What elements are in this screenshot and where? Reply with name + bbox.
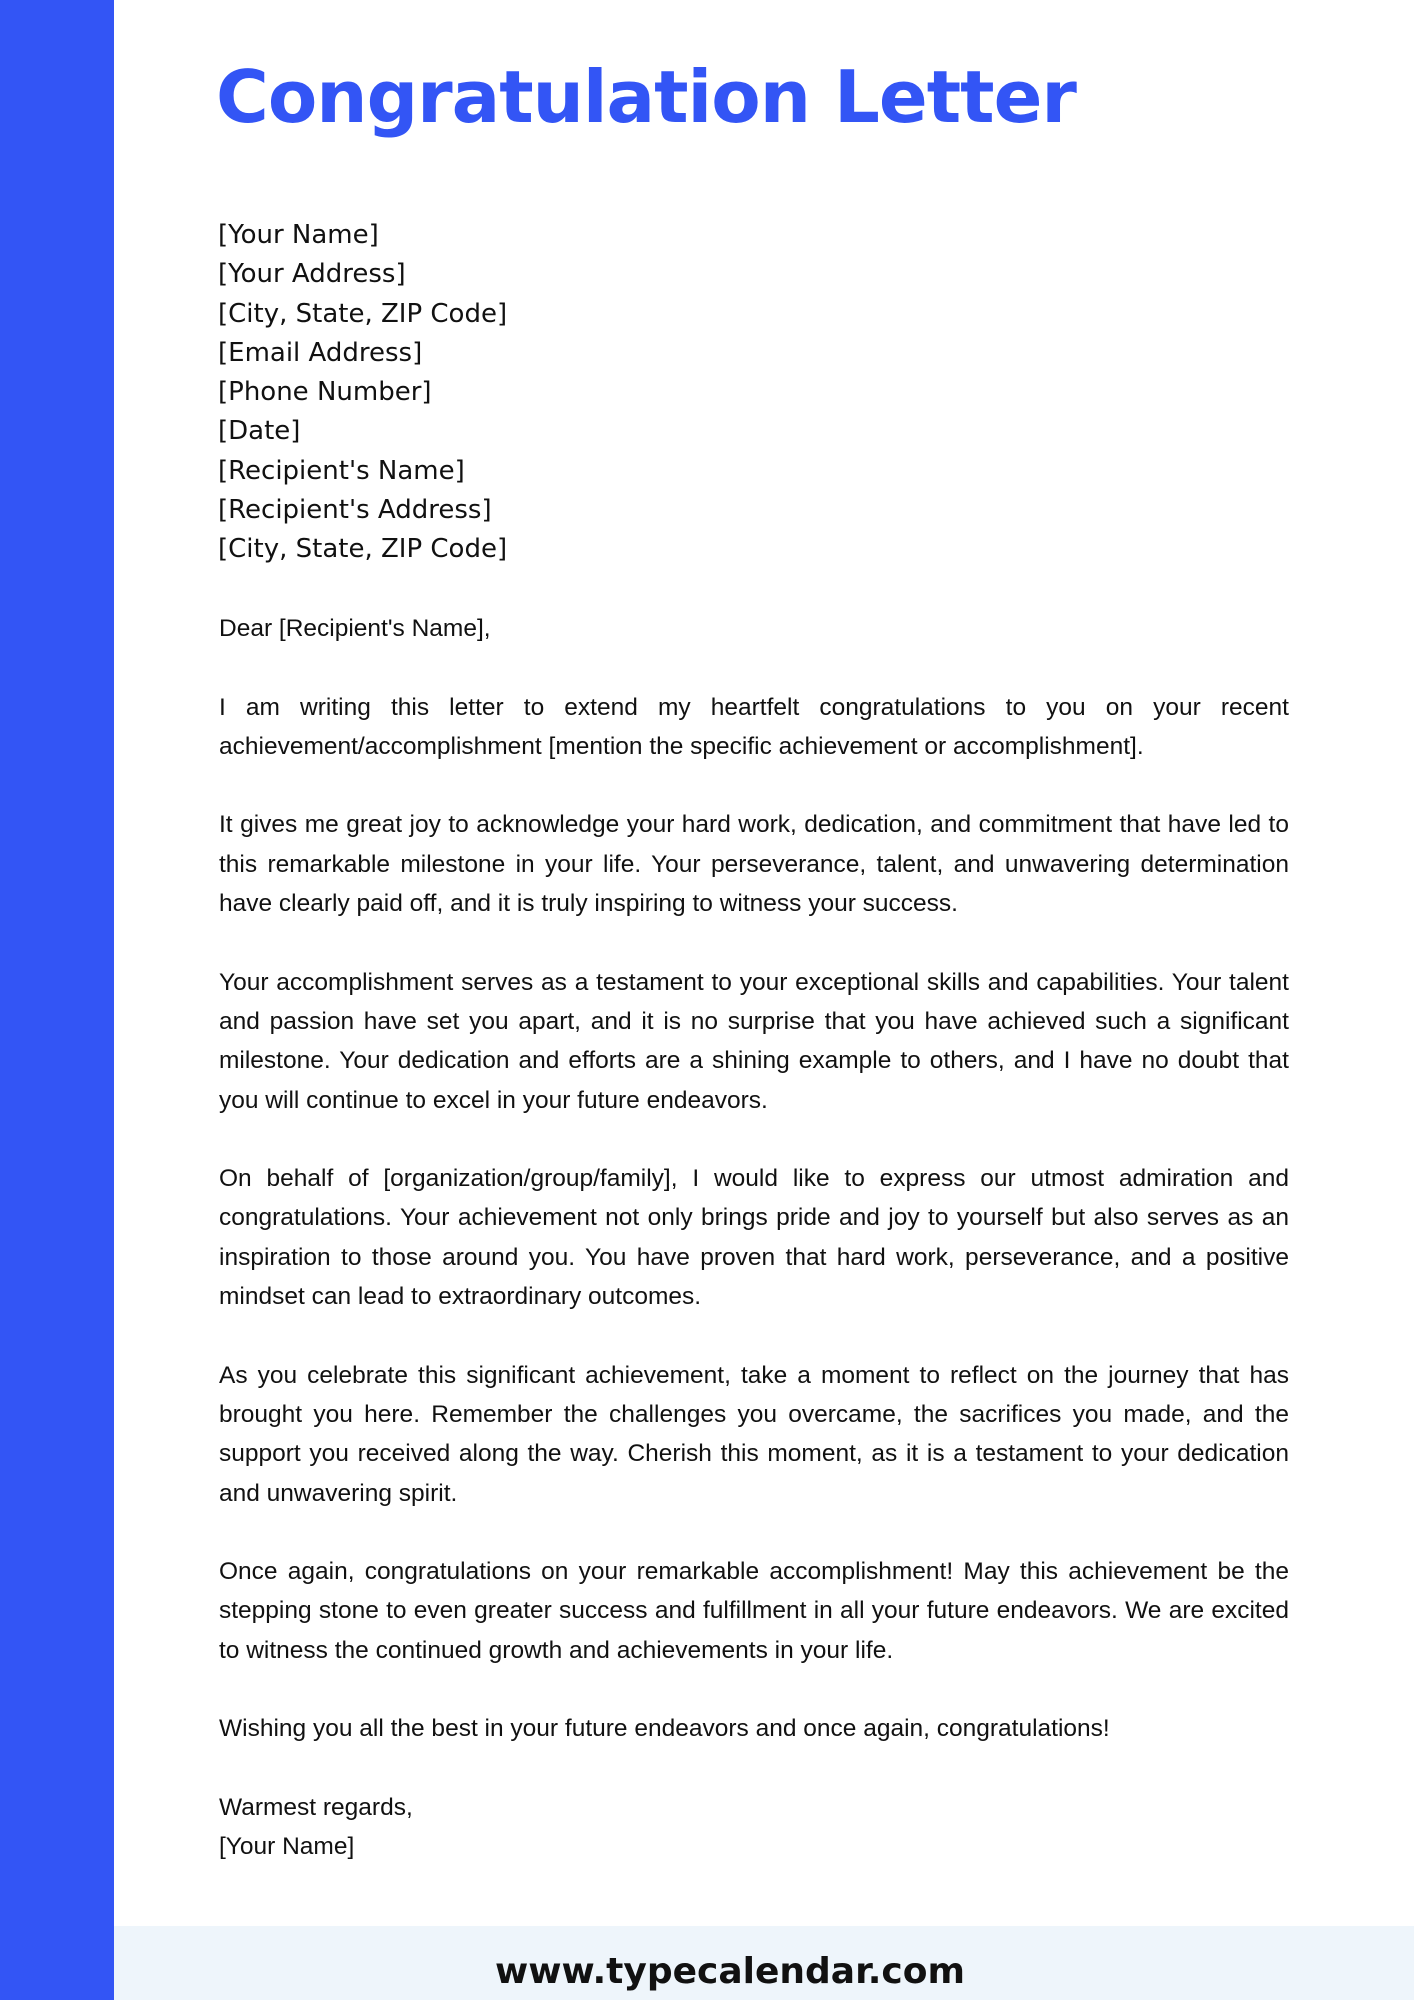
letter-date: [Date] bbox=[218, 416, 301, 447]
signature: [Your Name] bbox=[219, 1833, 355, 1861]
paragraph-acknowledgement: It gives me great joy to acknowledge your hard work, dedication, and commitment that have led to this remarkable milestone in your life. Your perseverance, talent, and unwavering determination have clearly paid off, and it is truly inspiring to witness your success. bbox=[219, 811, 1289, 918]
recipient-name: [Recipient's Name] bbox=[218, 455, 465, 486]
paragraph-reflection: As you celebrate this significant achievement, take a moment to reflect on the journey that has brought you here. Remember the challenges you overcame, the sacrifices you made, and the support you received along the way. Cherish this moment, as it is a testament to your dedication and unwavering spirit. bbox=[219, 1361, 1289, 1507]
paragraph-testament: Your accomplishment serves as a testament to your exceptional skills and capabilities. Your talent and passion have set you apart, and it is no surprise that you have achieved such a significant milestone. Your dedication and efforts are a shining example to others, and I have no doubt that you will continue to excel in your future endeavors. bbox=[219, 968, 1289, 1114]
footer-url: www.typecalendar.com bbox=[495, 1951, 965, 1992]
salutation: Dear [Recipient's Name], bbox=[219, 615, 491, 642]
closing: Warmest regards, bbox=[219, 1793, 413, 1821]
recipient-city-state-zip: [City, State, ZIP Code] bbox=[218, 534, 508, 565]
accent-side-bar bbox=[0, 0, 114, 2000]
sender-phone: [Phone Number] bbox=[218, 377, 432, 408]
sender-address: [Your Address] bbox=[218, 259, 406, 290]
paragraph-on-behalf: On behalf of [organization/group/family], I would like to express our utmost admiration and congratulations. Your achievement not only brings pride and joy to yourself but also serves as an inspiration to those around you. You have proven that hard work, perseverance, and a positive mindset can lead to extraordinary outcomes. bbox=[219, 1165, 1289, 1311]
address-block bbox=[218, 216, 507, 570]
sender-email: [Email Address] bbox=[218, 337, 423, 368]
paragraph-wishes: Wishing you all the best in your future endeavors and once again, congratulations! bbox=[219, 1715, 1110, 1743]
letter-body bbox=[219, 609, 1289, 1867]
page-title: Congratulation Letter bbox=[216, 55, 1076, 139]
recipient-address: [Recipient's Address] bbox=[218, 495, 492, 526]
paragraph-once-again: Once again, congratulations on your remarkable accomplishment! May this achievement be the stepping stone to even greater success and fulfillment in all your future endeavors. We are excited to witness the continued growth and achievements in your life. bbox=[219, 1558, 1289, 1664]
footer-band bbox=[114, 1926, 1414, 2000]
sender-name: [Your Name] bbox=[218, 220, 379, 250]
paragraph-intro: I am writing this letter to extend my heartfelt congratulations to you on your recent achievement/accomplishment [mention the specific achievement or accomplishment]. bbox=[219, 693, 1289, 760]
sender-city-state-zip: [City, State, ZIP Code] bbox=[218, 298, 508, 329]
